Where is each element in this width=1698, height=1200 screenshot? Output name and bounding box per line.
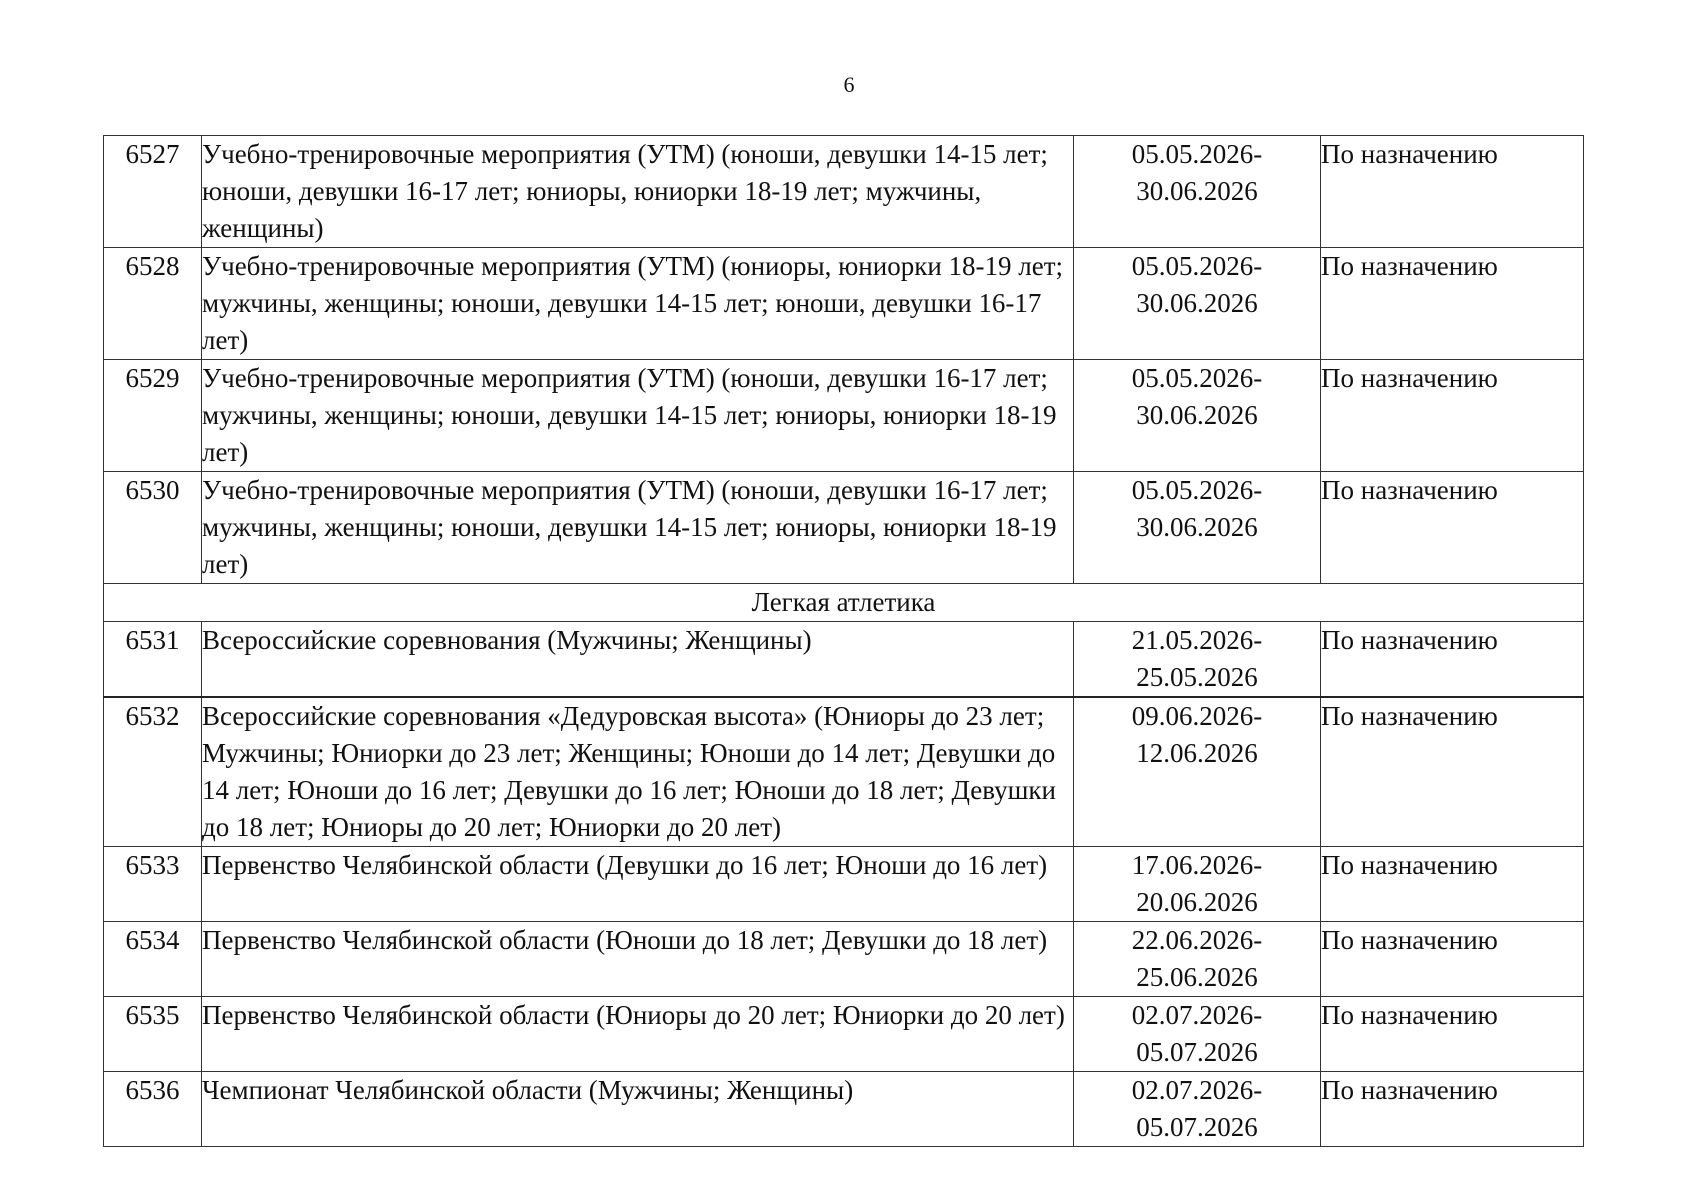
- event-place: По назначению: [1321, 136, 1584, 248]
- event-name: Первенство Челябинской области (Девушки до 16 лет; Юноши до 16 лет): [202, 847, 1074, 922]
- date-start: 21.05.2026-: [1131, 625, 1263, 655]
- event-dates: [1074, 472, 1321, 584]
- event-number: 6535: [104, 997, 202, 1072]
- table-row: [104, 360, 1584, 472]
- date-start: 22.06.2026-: [1131, 925, 1263, 955]
- table-row: [104, 622, 1584, 698]
- event-number: 6532: [104, 697, 202, 847]
- date-end: 20.06.2026: [1136, 887, 1258, 917]
- date-start: 05.05.2026-: [1131, 475, 1263, 505]
- table-row: [104, 997, 1584, 1072]
- event-name: Учебно-тренировочные мероприятия (УТМ) (юниоры, юниорки 18-19 лет; мужчины, женщины; юноши, девушки 14-15 лет; юноши, девушки 16-17 лет): [202, 248, 1074, 360]
- section-row: [104, 584, 1584, 622]
- event-dates: [1074, 847, 1321, 922]
- table-row: [104, 847, 1584, 922]
- date-start: 02.07.2026-: [1131, 1000, 1263, 1030]
- event-number: 6531: [104, 622, 202, 698]
- date-end: 30.06.2026: [1136, 176, 1258, 206]
- event-place: По назначению: [1321, 997, 1584, 1072]
- event-dates: [1074, 248, 1321, 360]
- event-number: 6534: [104, 922, 202, 997]
- event-dates: [1074, 997, 1321, 1072]
- events-table: [103, 135, 1584, 1147]
- event-number: 6536: [104, 1072, 202, 1147]
- event-number: 6528: [104, 248, 202, 360]
- event-dates: [1074, 622, 1321, 698]
- event-place: По назначению: [1321, 622, 1584, 698]
- event-name: Всероссийские соревнования «Дедуровская высота» (Юниоры до 23 лет; Мужчины; Юниорки до 23 лет; Женщины; Юноши до 14 лет; Девушки до 14 лет; Юноши до 16 лет; Девушки до 16 лет; Юноши до 18 лет; Девушки до 18 лет; Юниоры до 20 лет; Юниорки до 20 лет): [202, 697, 1074, 847]
- date-end: 30.06.2026: [1136, 400, 1258, 430]
- event-place: По назначению: [1321, 248, 1584, 360]
- date-end: 05.07.2026: [1136, 1037, 1258, 1067]
- table-row: [104, 1072, 1584, 1147]
- date-end: 05.07.2026: [1136, 1112, 1258, 1142]
- table-row: [104, 697, 1584, 847]
- table-row: [104, 136, 1584, 248]
- date-end: 12.06.2026: [1136, 738, 1258, 768]
- event-dates: [1074, 1072, 1321, 1147]
- table-row: [104, 472, 1584, 584]
- date-start: 05.05.2026-: [1131, 251, 1263, 281]
- date-start: 02.07.2026-: [1131, 1075, 1263, 1105]
- date-end: 25.05.2026: [1136, 662, 1258, 692]
- date-start: 17.06.2026-: [1131, 850, 1263, 880]
- event-dates: [1074, 697, 1321, 847]
- date-end: 30.06.2026: [1136, 288, 1258, 318]
- table-row: [104, 248, 1584, 360]
- event-place: По назначению: [1321, 360, 1584, 472]
- section-title: Легкая атлетика: [104, 584, 1584, 622]
- event-place: По назначению: [1321, 697, 1584, 847]
- event-name: Учебно-тренировочные мероприятия (УТМ) (юноши, девушки 16-17 лет; мужчины, женщины; юноши, девушки 14-15 лет; юниоры, юниорки 18-19 лет): [202, 472, 1074, 584]
- date-end: 25.06.2026: [1136, 962, 1258, 992]
- event-place: По назначению: [1321, 847, 1584, 922]
- event-number: 6529: [104, 360, 202, 472]
- event-number: 6530: [104, 472, 202, 584]
- event-place: По назначению: [1321, 472, 1584, 584]
- event-name: Учебно-тренировочные мероприятия (УТМ) (юноши, девушки 14-15 лет; юноши, девушки 16-17 лет; юниоры, юниорки 18-19 лет; мужчины, женщины): [202, 136, 1074, 248]
- event-name: Первенство Челябинской области (Юноши до 18 лет; Девушки до 18 лет): [202, 922, 1074, 997]
- event-name: Учебно-тренировочные мероприятия (УТМ) (юноши, девушки 16-17 лет; мужчины, женщины; юноши, девушки 14-15 лет; юниоры, юниорки 18-19 лет): [202, 360, 1074, 472]
- event-dates: [1074, 922, 1321, 997]
- event-number: 6533: [104, 847, 202, 922]
- event-name: Всероссийские соревнования (Мужчины; Женщины): [202, 622, 1074, 698]
- date-start: 05.05.2026-: [1131, 363, 1263, 393]
- date-end: 30.06.2026: [1136, 512, 1258, 542]
- event-dates: [1074, 360, 1321, 472]
- event-name: Чемпионат Челябинской области (Мужчины; Женщины): [202, 1072, 1074, 1147]
- table-row: [104, 922, 1584, 997]
- event-place: По назначению: [1321, 1072, 1584, 1147]
- date-start: 05.05.2026-: [1131, 139, 1263, 169]
- event-dates: [1074, 136, 1321, 248]
- date-start: 09.06.2026-: [1131, 701, 1263, 731]
- event-place: По назначению: [1321, 922, 1584, 997]
- event-number: 6527: [104, 136, 202, 248]
- page-number: 6: [843, 72, 855, 97]
- event-name: Первенство Челябинской области (Юниоры до 20 лет; Юниорки до 20 лет): [202, 997, 1074, 1072]
